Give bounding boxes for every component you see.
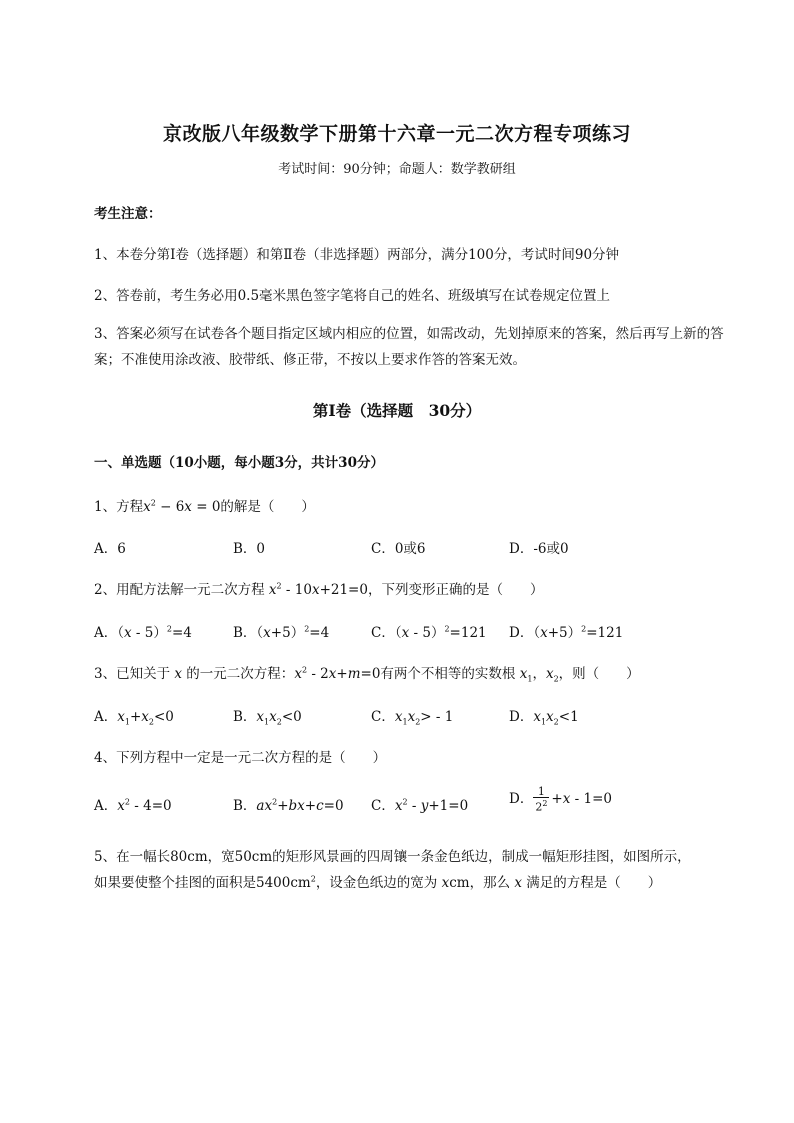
- math-sup: 2: [402, 797, 408, 807]
- option-text: <0: [154, 709, 174, 725]
- math-var: x: [294, 666, 302, 682]
- question-text: 满足的方程是（ ）: [522, 875, 662, 891]
- math-var: x: [263, 625, 271, 641]
- math-var: x: [184, 499, 192, 515]
- question-5-line-2: [94, 871, 661, 891]
- option-text: > - 1: [420, 709, 454, 725]
- math-sub: 2: [148, 717, 154, 727]
- math-var: x: [143, 499, 151, 515]
- math-var: x: [141, 709, 149, 725]
- math-sub: 1: [402, 717, 408, 727]
- question-text: 如果要使整个挂图的面积是5400cm: [94, 875, 311, 891]
- q2-option-d[interactable]: [509, 621, 623, 641]
- math-var: c: [316, 798, 324, 814]
- math-var: x: [407, 709, 416, 725]
- option-text: <1: [558, 709, 579, 725]
- math-sup: 2: [166, 624, 172, 634]
- math-var: x: [328, 666, 337, 682]
- option-text: +: [551, 790, 563, 807]
- math-var: bx: [288, 798, 305, 814]
- option-text: B．: [233, 709, 257, 725]
- math-var: x: [124, 625, 132, 641]
- question-text: 的一元二次方程：: [182, 666, 295, 682]
- math-var: x: [394, 709, 403, 725]
- exam-subtitle: 考试时间：90分钟；命题人：数学教研组: [278, 162, 516, 177]
- option-text: +5）: [547, 625, 582, 641]
- option-text: -: [407, 798, 421, 814]
- option-text: D．: [509, 790, 534, 807]
- part-1-title: 第I卷（选择题 30分）: [312, 401, 482, 420]
- math-sup: 2: [444, 624, 450, 634]
- option-text: +: [304, 798, 317, 814]
- q4-option-d[interactable]: [509, 786, 612, 813]
- math-text: +: [336, 666, 348, 682]
- q1-option-d[interactable]: D．-6或0: [509, 541, 569, 557]
- q3-option-a[interactable]: [94, 705, 174, 727]
- math-var: x: [546, 709, 554, 725]
- math-sup: 2: [124, 797, 130, 807]
- math-sup: 2: [304, 624, 310, 634]
- option-text: =121: [449, 625, 487, 641]
- option-text: D．: [509, 709, 534, 725]
- page-title: 京改版八年级数学下册第十六章一元二次方程专项练习: [162, 123, 631, 145]
- question-5-line-1: 5、在一幅长80cm，宽50cm的矩形风景画的四周镶一条金色纸边，制成一幅矩形挂图，如图所示，: [94, 849, 691, 865]
- question-text: 1、方程: [94, 499, 144, 515]
- math-sup: 2: [542, 799, 548, 808]
- q3-option-d[interactable]: [509, 705, 579, 727]
- math-text: = 0: [191, 499, 221, 515]
- option-text: A．: [94, 709, 118, 725]
- question-text: ，: [532, 666, 546, 682]
- math-var: x: [268, 582, 277, 598]
- math-var: m: [347, 666, 361, 682]
- math-var: x: [117, 798, 125, 814]
- math-var: x: [174, 666, 183, 682]
- math-var: x: [441, 875, 450, 891]
- option-text: B．（: [233, 625, 264, 641]
- q2-option-b[interactable]: [233, 621, 329, 641]
- math-sub: 1: [124, 717, 130, 727]
- option-text: D．（: [509, 625, 541, 641]
- math-var: x: [540, 625, 548, 641]
- math-text: − 6: [155, 499, 185, 515]
- notice-item-2: 2、答卷前，考生务必用0.5毫米黑色签字笔将自己的姓名、班级填写在试卷规定位置上: [94, 288, 611, 304]
- math-var: x: [562, 790, 571, 807]
- question-text: cm，那么: [449, 875, 515, 891]
- question-2: [94, 578, 543, 598]
- fraction-numerator: 1: [533, 786, 549, 798]
- q2-option-c[interactable]: [371, 621, 487, 641]
- question-text: +21=0，下列变形正确的是（ ）: [319, 582, 544, 598]
- math-sup: 2: [150, 498, 156, 508]
- math-var: y: [420, 798, 429, 814]
- notice-item-1: 1、本卷分第I卷（选择题）和第Ⅱ卷（非选择题）两部分，满分100分，考试时间90分钟: [94, 247, 620, 263]
- option-text: B．: [233, 798, 257, 814]
- option-text: =121: [586, 625, 624, 641]
- option-text: - 5）: [409, 625, 445, 641]
- q3-option-c[interactable]: [371, 705, 453, 727]
- math-sup: 2: [301, 665, 308, 675]
- math-var: ax: [256, 798, 273, 814]
- math-text: - 10: [281, 582, 312, 598]
- option-text: - 5）: [131, 625, 167, 641]
- question-text: ，设金色纸边的宽为: [315, 875, 442, 891]
- question-1: [94, 495, 315, 515]
- math-sub: 1: [540, 717, 547, 727]
- math-sub: 2: [553, 717, 559, 727]
- math-var: x: [269, 709, 277, 725]
- math-sup: 2: [310, 874, 316, 884]
- question-text: 2、用配方法解一元二次方程: [94, 582, 269, 598]
- math-sup: 2: [581, 624, 587, 634]
- q4-option-b[interactable]: [233, 794, 344, 814]
- math-sub: 2: [276, 717, 282, 727]
- option-text: C．: [371, 709, 395, 725]
- math-var: x: [311, 582, 320, 598]
- fraction: [533, 786, 549, 813]
- fraction-denominator: [533, 798, 549, 813]
- math-sup: 2: [272, 797, 278, 807]
- math-var: x: [401, 625, 410, 641]
- option-text: =4: [309, 625, 330, 641]
- q1-option-c[interactable]: C．0或6: [371, 541, 426, 557]
- option-text: C．（: [371, 625, 402, 641]
- question-text: ，则（ ）: [558, 666, 640, 682]
- option-text: +1=0: [428, 798, 469, 814]
- option-text: +: [277, 798, 289, 814]
- math-var: x: [533, 709, 541, 725]
- math-var: x: [519, 666, 528, 682]
- option-text: +: [129, 709, 142, 725]
- question-3: [94, 662, 640, 684]
- option-text: C．: [371, 798, 395, 814]
- option-text: +5）: [270, 625, 305, 641]
- math-sup: 2: [276, 581, 282, 591]
- q3-option-b[interactable]: [233, 705, 302, 727]
- q4-option-a[interactable]: [94, 794, 172, 814]
- question-text: =0有两个不相等的实数根: [360, 666, 520, 682]
- q1-option-b[interactable]: B．0: [233, 541, 266, 557]
- question-text: 的解是（ ）: [220, 499, 315, 515]
- option-text: <0: [281, 709, 302, 725]
- section-heading: 一、单选题（10小题，每小题3分，共计30分）: [94, 455, 384, 471]
- question-text: 3、已知关于: [94, 666, 175, 682]
- notice-heading: 考生注意：: [94, 206, 162, 222]
- math-sub: 1: [264, 717, 270, 727]
- question-4: 4、下列方程中一定是一元二次方程的是（ ）: [94, 750, 387, 766]
- math-text: - 2: [307, 666, 329, 682]
- option-text: A．（: [94, 625, 124, 641]
- notice-item-3: 3、答案必须写在试卷各个题目指定区域内相应的位置，如需改动，先划掉原来的答案，然后再写上新的答案；不准使用涂改液、胶带纸、修正带，不按以上要求作答的答案无效。: [94, 326, 724, 368]
- math-var: x: [394, 798, 403, 814]
- math-text: 2: [535, 800, 543, 814]
- option-text: - 1=0: [570, 790, 612, 807]
- math-sub: 1: [527, 674, 533, 684]
- option-text: =0: [323, 798, 344, 814]
- math-var: x: [117, 709, 125, 725]
- math-sub: 2: [415, 717, 421, 727]
- math-sub: 2: [553, 674, 559, 684]
- option-text: A．: [94, 798, 118, 814]
- math-var: x: [545, 666, 554, 682]
- math-var: x: [256, 709, 265, 725]
- q4-option-c[interactable]: [371, 794, 468, 814]
- option-text: - 4=0: [129, 798, 172, 814]
- math-var: x: [514, 875, 523, 891]
- q2-option-a[interactable]: [94, 621, 192, 641]
- option-text: =4: [171, 625, 192, 641]
- q1-option-a[interactable]: A．6: [94, 541, 126, 557]
